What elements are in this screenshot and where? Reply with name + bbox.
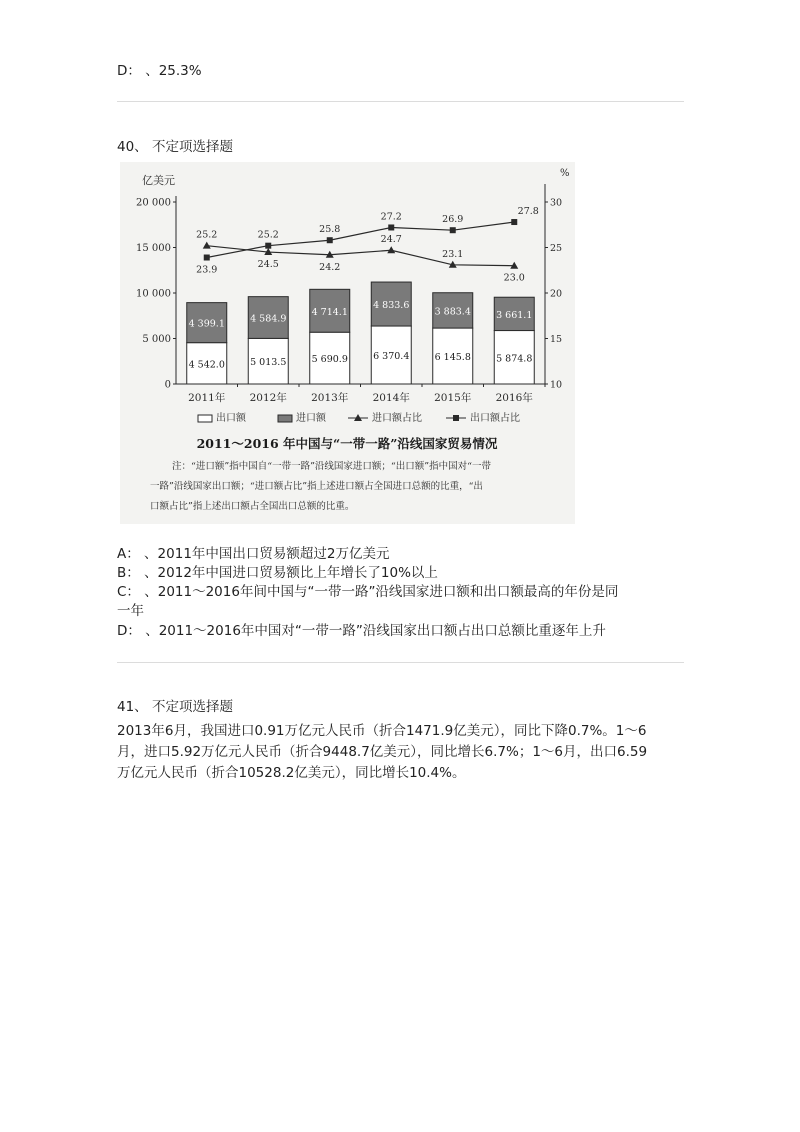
data-label-export-share: 27.8 <box>517 206 539 218</box>
option-text: 、2011～2016年中国对“一带一路”沿线国家出口额占出口总额比重逐年上升 <box>145 623 606 639</box>
data-label-import-share: 24.5 <box>257 259 279 271</box>
data-label-import: 4 584.9 <box>250 313 287 325</box>
question-40-title <box>117 138 233 157</box>
y-tick-label-left: 20 000 <box>136 197 171 209</box>
data-label-import-share: 24.2 <box>319 261 341 273</box>
legend-swatch-import <box>278 415 292 422</box>
y-tick-label-right: 30 <box>550 197 563 209</box>
y-tick-label-left: 0 <box>164 379 171 391</box>
data-label-export: 6 145.8 <box>434 352 471 364</box>
export-share-point <box>450 227 456 233</box>
option-d[interactable] <box>117 622 606 641</box>
option-text: 、2011年中国出口贸易额超过2万亿美元 <box>144 546 390 562</box>
question-type: 不定项选择题 <box>151 699 233 715</box>
data-label-import-share: 25.2 <box>196 229 218 241</box>
option-c-continued[interactable] <box>117 602 144 621</box>
y-tick-label-left: 5 000 <box>142 334 171 345</box>
x-tick-label: 2014年 <box>372 392 410 404</box>
legend-label-export-share: 出口额占比 <box>470 413 520 424</box>
option-letter: C： <box>117 584 140 600</box>
question-41-title <box>117 698 233 717</box>
option-letter: B： <box>117 565 140 581</box>
chart-note-line-3: 口额占比”指上述出口额占全国出口总额的比重。 <box>150 501 355 512</box>
legend-marker-export-share <box>453 415 459 421</box>
data-label-import-share: 24.7 <box>380 234 402 246</box>
data-label-export: 5 874.8 <box>496 353 533 365</box>
chart-note-line-1: 注：“进口额”指中国自“一带一路”沿线国家进口额；“出口额”指中国对“一带 <box>172 461 491 472</box>
data-label-import: 4 714.1 <box>311 306 348 318</box>
option-text-continued: 一年 <box>117 603 144 619</box>
option-letter: D： <box>117 63 141 79</box>
data-label-import-share: 23.1 <box>442 248 464 260</box>
data-label-import: 3 883.4 <box>434 306 471 318</box>
chart-note-line-2: 一路”沿线国家出口额；“进口额占比”指上述进口额占全国进口总额的比重，“出 <box>150 481 483 492</box>
chart-title: 2011～2016 年中国与“一带一路”沿线国家贸易情况 <box>196 436 498 451</box>
data-label-export-share: 25.2 <box>257 229 279 241</box>
question-41-stem <box>117 721 687 784</box>
export-share-point <box>327 237 333 243</box>
prev-option-d <box>117 62 202 81</box>
option-letter: D： <box>117 623 141 639</box>
export-share-point <box>511 219 517 225</box>
legend-label-export: 出口额 <box>216 413 246 424</box>
option-text: 、2012年中国进口贸易额比上年增长了10%以上 <box>144 565 438 581</box>
divider <box>117 101 684 102</box>
data-label-import: 3 661.1 <box>496 309 533 321</box>
legend-swatch-export <box>198 415 212 422</box>
y-tick-label-left: 10 000 <box>136 288 171 300</box>
y-tick-label-right: 15 <box>550 334 563 345</box>
data-label-export-share: 27.2 <box>380 211 402 223</box>
data-label-export: 4 542.0 <box>188 359 225 371</box>
y-tick-label-left: 15 000 <box>136 243 171 254</box>
y-axis-right-label: % <box>560 168 570 179</box>
x-tick-label: 2013年 <box>311 392 349 404</box>
y-axis-left-label: 亿美元 <box>142 174 175 187</box>
x-tick-label: 2012年 <box>249 392 287 404</box>
chart-figure <box>120 162 575 524</box>
data-label-export: 5 013.5 <box>250 357 287 369</box>
question-number: 41、 <box>117 699 148 715</box>
legend-label-import: 进口额 <box>296 413 326 424</box>
x-tick-label: 2015年 <box>434 392 472 404</box>
option-a[interactable] <box>117 545 390 564</box>
option-c[interactable] <box>117 583 618 602</box>
stem-line-1: 2013年6月，我国进口0.91万亿元人民币（折合1471.9亿美元），同比下降0.7%。1～6 <box>117 723 647 739</box>
stem-line-3: 万亿元人民币（折合10528.2亿美元），同比增长10.4%。 <box>117 765 466 781</box>
export-share-point <box>265 243 271 249</box>
option-text: 、2011～2016年间中国与“一带一路”沿线国家进口额和出口额最高的年份是同 <box>144 584 619 600</box>
option-letter: A： <box>117 546 140 562</box>
export-share-point <box>388 224 394 230</box>
data-label-import-share: 23.0 <box>503 272 525 284</box>
export-share-point <box>204 255 210 261</box>
legend-label-import-share: 进口额占比 <box>372 413 422 424</box>
data-label-import: 4 399.1 <box>188 318 225 330</box>
stem-line-2: 月，进口5.92万亿元人民币（折合9448.7亿美元），同比增长6.7%；1～6月，出口6.59 <box>117 744 648 760</box>
option-b[interactable] <box>117 564 438 583</box>
option-text: 、25.3% <box>145 63 202 79</box>
question-number: 40、 <box>117 139 148 155</box>
y-tick-label-right: 10 <box>550 379 563 391</box>
data-label-import: 4 833.6 <box>373 300 410 312</box>
divider <box>117 662 684 663</box>
data-label-export: 5 690.9 <box>311 354 348 366</box>
data-label-export-share: 26.9 <box>442 214 464 226</box>
x-tick-label: 2016年 <box>495 392 533 404</box>
data-label-export-share: 25.8 <box>319 224 341 236</box>
y-tick-label-right: 20 <box>550 288 563 300</box>
data-label-export-share: 23.9 <box>196 264 218 276</box>
x-tick-label: 2011年 <box>188 392 226 404</box>
data-label-export: 6 370.4 <box>373 351 410 363</box>
trade-chart <box>120 162 575 524</box>
question-type: 不定项选择题 <box>151 139 233 155</box>
y-tick-label-right: 25 <box>550 243 563 254</box>
